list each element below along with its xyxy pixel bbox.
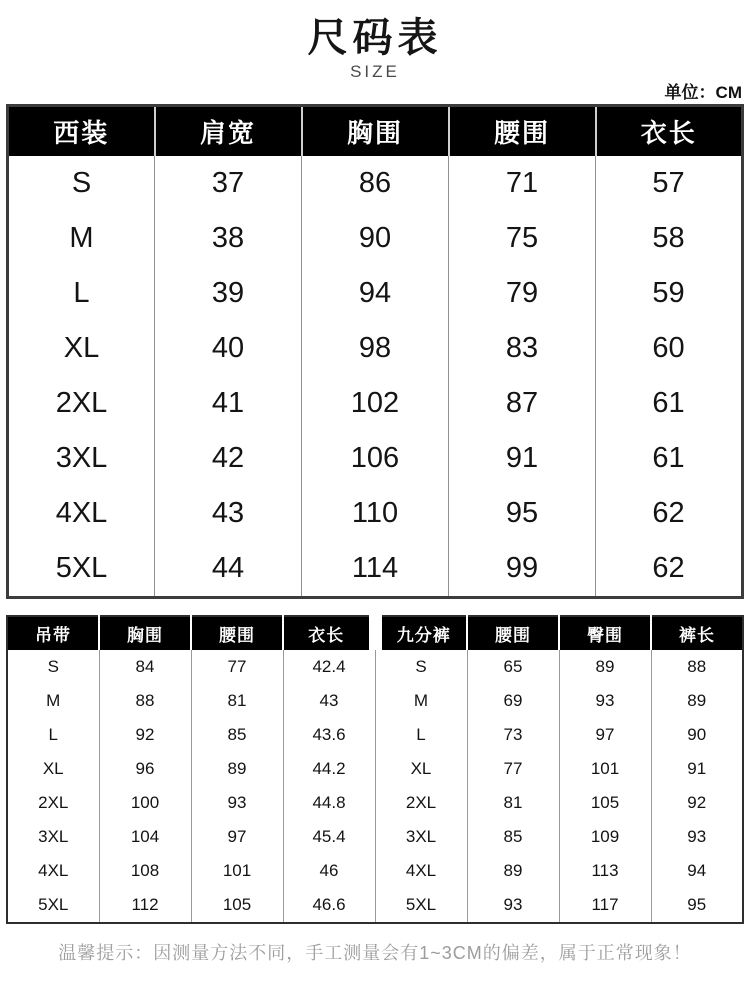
table-row: [8, 431, 743, 486]
measurement-cell: 75: [449, 211, 596, 266]
measurement-cell: 89: [191, 752, 283, 786]
measurement-cell: 43.6: [283, 718, 375, 752]
measurement-cell: 92: [651, 786, 743, 820]
size-label-cell: M: [69, 222, 94, 255]
measurement-cell: 81: [191, 684, 283, 718]
measurement-cell: 90: [651, 718, 743, 752]
measurement-cell: 93: [651, 820, 743, 854]
measurement-cell: 85: [191, 718, 283, 752]
size-label-cell: 4XL: [38, 861, 69, 881]
measurement-cell: 110: [302, 486, 449, 541]
measurement-cell: 61: [596, 376, 743, 431]
suit-size-table: [6, 104, 744, 599]
measurement-cell: 106: [302, 431, 449, 486]
measurement-cell: 88: [651, 650, 743, 684]
table-header-cell: 西装: [8, 106, 155, 157]
measurement-cell: 77: [467, 752, 559, 786]
size-label-cell: XL: [63, 332, 100, 365]
table-row: [7, 786, 743, 820]
measurement-cell: 89: [651, 684, 743, 718]
table-header-cell: 吊带: [7, 616, 99, 650]
table-row: [7, 820, 743, 854]
size-label-cell: 3XL: [55, 442, 108, 475]
measurement-cell: S: [375, 650, 467, 684]
table-row: [7, 718, 743, 752]
size-label-cell: S: [71, 167, 92, 200]
table-header-cell: 衣长: [283, 616, 375, 650]
measurement-cell: 81: [467, 786, 559, 820]
measurement-cell: 92: [99, 718, 191, 752]
table-header-cell: 臀围: [559, 616, 651, 650]
measurement-cell: 65: [467, 650, 559, 684]
table-header-cell: 腰围: [191, 616, 283, 650]
measurement-cell: 3XL: [375, 820, 467, 854]
size-label-cell: 2XL: [38, 793, 69, 813]
measurement-cell: 44: [155, 541, 302, 598]
measurement-cell: 69: [467, 684, 559, 718]
size-label-cell: 5XL: [38, 895, 69, 915]
table-header-cell: 肩宽: [155, 106, 302, 157]
size-label-cell: 5XL: [55, 552, 108, 585]
measurement-cell: 97: [191, 820, 283, 854]
size-label-cell: S: [47, 657, 59, 677]
measurement-cell: 100: [99, 786, 191, 820]
table-header-cell: 九分裤: [375, 616, 467, 650]
unit-label: 单位：CM: [664, 83, 742, 103]
measurement-cell: 104: [99, 820, 191, 854]
measurement-cell: 105: [191, 888, 283, 923]
table-row: [8, 376, 743, 431]
table-row: [7, 684, 743, 718]
measurement-cell: 105: [559, 786, 651, 820]
measurement-cell: 58: [596, 211, 743, 266]
measurement-cell: 39: [155, 266, 302, 321]
measurement-cell: 43: [155, 486, 302, 541]
measurement-cell: 114: [302, 541, 449, 598]
table-header-row: [7, 616, 743, 650]
table-header-cell: 胸围: [302, 106, 449, 157]
measurement-cell: 5XL: [375, 888, 467, 923]
size-label-cell: 3XL: [38, 827, 69, 847]
measurement-cell: 4XL: [375, 854, 467, 888]
measurement-cell: 71: [449, 156, 596, 211]
measurement-cell: 37: [155, 156, 302, 211]
size-label-cell: M: [46, 691, 61, 711]
table-row: [7, 752, 743, 786]
measurement-cell: 83: [449, 321, 596, 376]
table-row: [7, 888, 743, 923]
measurement-cell: 101: [559, 752, 651, 786]
measurement-cell: 94: [651, 854, 743, 888]
table-row: [8, 321, 743, 376]
measurement-cell: 38: [155, 211, 302, 266]
measurement-cell: 95: [651, 888, 743, 923]
measurement-cell: 42.4: [283, 650, 375, 684]
table-row: [8, 211, 743, 266]
measurement-cell: 113: [559, 854, 651, 888]
measurement-cell: 86: [302, 156, 449, 211]
table-row: [7, 650, 743, 684]
measurement-cell: 77: [191, 650, 283, 684]
measurement-cell: 88: [99, 684, 191, 718]
measurement-cell: 85: [467, 820, 559, 854]
measurement-cell: 42: [155, 431, 302, 486]
page-title: 尺码表: [307, 16, 443, 60]
measurement-cell: 62: [596, 486, 743, 541]
page-subtitle: SIZE: [350, 62, 400, 81]
measurement-cell: 97: [559, 718, 651, 752]
measurement-cell: 84: [99, 650, 191, 684]
measurement-cell: 87: [449, 376, 596, 431]
measurement-cell: 93: [559, 684, 651, 718]
measurement-cell: 43: [283, 684, 375, 718]
size-label-cell: L: [73, 277, 90, 310]
measurement-cell: 102: [302, 376, 449, 431]
measurement-cell: L: [375, 718, 467, 752]
table-row: [8, 541, 743, 598]
size-label-cell: XL: [42, 759, 64, 779]
size-label-cell: 4XL: [55, 497, 108, 530]
bottom-tables-wrap: [0, 615, 750, 924]
measurement-cell: XL: [375, 752, 467, 786]
measurement-cell: 41: [155, 376, 302, 431]
measurement-cell: 2XL: [375, 786, 467, 820]
measurement-cell: 45.4: [283, 820, 375, 854]
measurement-cell: 90: [302, 211, 449, 266]
measurement-cell: 96: [99, 752, 191, 786]
measurement-cell: 101: [191, 854, 283, 888]
measurement-cell: 57: [596, 156, 743, 211]
table-header-row: [8, 106, 743, 157]
measurement-cell: 117: [559, 888, 651, 923]
measurement-cell: 93: [467, 888, 559, 923]
measurement-cell: 95: [449, 486, 596, 541]
note-text: 温馨提示：因测量方法不同，手工测量会有1~3CM的偏差，属于正常现象！: [58, 943, 692, 964]
measurement-cell: 89: [559, 650, 651, 684]
title-block: [0, 0, 750, 82]
measurement-cell: 91: [651, 752, 743, 786]
measurement-cell: M: [375, 684, 467, 718]
measurement-cell: 46: [283, 854, 375, 888]
table-header-cell: 裤长: [651, 616, 743, 650]
table-header-cell: 衣长: [596, 106, 743, 157]
table-header-cell: 腰围: [449, 106, 596, 157]
measurement-cell: 112: [99, 888, 191, 923]
measurement-cell: 61: [596, 431, 743, 486]
measurement-cell: 40: [155, 321, 302, 376]
measurement-cell: 46.6: [283, 888, 375, 923]
measurement-cell: 73: [467, 718, 559, 752]
table-row: [8, 266, 743, 321]
table-header-cell: 腰围: [467, 616, 559, 650]
table-header-cell: 胸围: [99, 616, 191, 650]
measurement-cell: 94: [302, 266, 449, 321]
measurement-cell: 91: [449, 431, 596, 486]
measurement-cell: 44.8: [283, 786, 375, 820]
measurement-cell: 108: [99, 854, 191, 888]
table-row: [8, 156, 743, 211]
measurement-cell: 89: [467, 854, 559, 888]
measurement-cell: 62: [596, 541, 743, 598]
measurement-cell: 109: [559, 820, 651, 854]
measurement-cell: 93: [191, 786, 283, 820]
measurement-cell: 44.2: [283, 752, 375, 786]
measurement-cell: 59: [596, 266, 743, 321]
measurement-cell: 60: [596, 321, 743, 376]
measurement-cell: 99: [449, 541, 596, 598]
table-row: [8, 486, 743, 541]
measurement-cell: 79: [449, 266, 596, 321]
camisole-pants-size-table: [6, 615, 744, 924]
size-label-cell: 2XL: [55, 387, 108, 420]
measurement-cell: 98: [302, 321, 449, 376]
table-row: [7, 854, 743, 888]
size-label-cell: L: [48, 725, 58, 745]
